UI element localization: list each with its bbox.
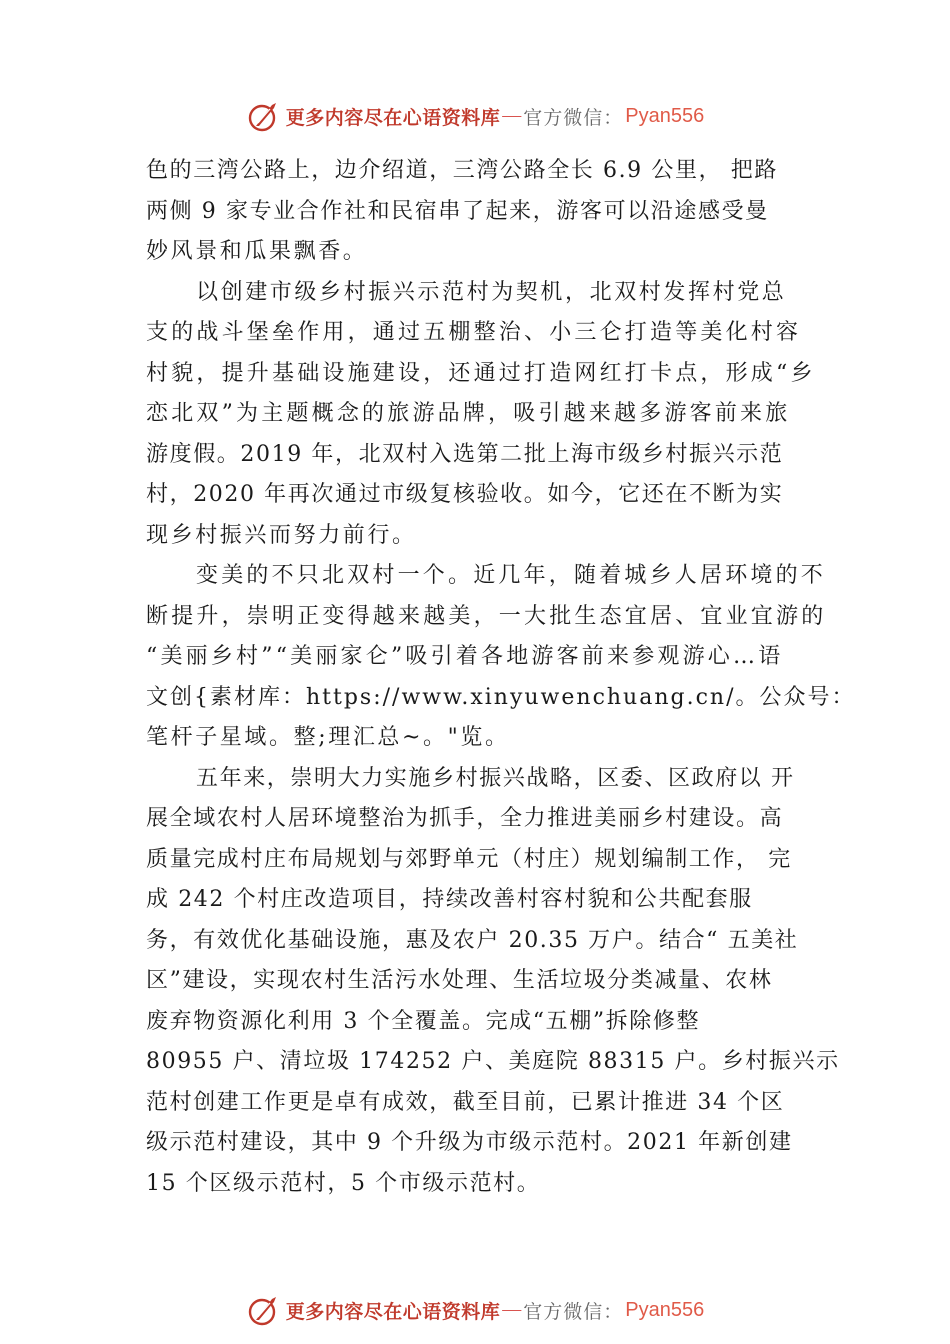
text-line: 游度假。2019 年，北双村入选第二批上海市级乡村振兴示范 — [146, 441, 784, 467]
text-line: 色的三湾公路上，边介绍道，三湾公路全长 6.9 公里， 把路 — [146, 158, 778, 183]
watermark-dash: — — [502, 1299, 522, 1320]
watermark-wechat-label: 官方微信： — [523, 106, 624, 129]
text-line: 两侧 9 家专业合作社和民宿串了起来，游客可以沿途感受曼 — [146, 198, 769, 224]
header-watermark — [0, 96, 950, 136]
text-line: 村，2020 年再次通过市级复核验收。如今，它还在不断为实 — [146, 482, 784, 507]
paragraph-start-line: 以创建市级乡村振兴示范村为契机，北双村发挥村党总 — [196, 279, 787, 305]
text-line: 笔杆子星域。整;理汇总~。"览。 — [146, 725, 510, 750]
watermark-wechat-label: 官方微信： — [523, 1300, 624, 1323]
text-line: 80955 户、清垃圾 174252 户、美庭院 88315 户。乡村振兴示 — [146, 1049, 840, 1074]
text-line: 断提升，崇明正变得越来越美，一大批生态宜居、宜业宜游的 — [146, 603, 827, 629]
quill-circle-icon — [246, 99, 282, 133]
paragraph-start-line: 五年来，崇明大力实施乡村振兴战略，区委、区政府以 开 — [196, 765, 795, 791]
text-line: 范村创建工作更是卓有成效，截至目前，已累计推进 34 个区 — [146, 1089, 785, 1115]
watermark-dash: — — [502, 105, 522, 126]
watermark-wechat-id: Pyan556 — [625, 104, 705, 127]
text-line: 质量完成村庄布局规划与郊野单元（村庄）规划编制工作， 完 — [146, 846, 792, 872]
text-line: 成 242 个村庄改造项目，持续改善村容村貌和公共配套服 — [146, 887, 753, 912]
text-line: 展全域农村人居环境整治为抓手，全力推进美丽乡村建设。高 — [146, 806, 784, 831]
text-line: “美丽乡村”“美丽家仑”吸引着各地游客前来参观游心…语 — [146, 644, 784, 669]
text-line: 级示范村建设，其中 9 个升级为市级示范村。2021 年新创建 — [146, 1130, 793, 1155]
text-line: 妙风景和瓜果飘香。 — [146, 239, 368, 264]
text-line: 支的战斗堡垒作用，通过五棚整治、小三仑打造等美化村容 — [146, 320, 802, 345]
quill-circle-icon — [246, 1293, 282, 1327]
text-line: 区”建设，实现农村生活污水处理、生活垃圾分类减量、农林 — [146, 968, 773, 993]
paragraph-start-line: 变美的不只北双村一个。近几年，随着城乡人居环境的不 — [196, 563, 827, 588]
watermark-wechat-id: Pyan556 — [625, 1298, 705, 1321]
text-line: 现乡村振兴而努力前行。 — [146, 522, 417, 548]
text-line: 文创{素材库：https://www.xinyuwenchuang.cn/。公众号： — [146, 684, 856, 710]
text-line: 15 个区级示范村，5 个市级示范村。 — [146, 1170, 541, 1196]
article-body — [146, 151, 856, 1204]
watermark-brand-text: 更多内容尽在心语资料库 — [285, 1300, 501, 1323]
text-line: 务，有效优化基础设施，惠及农户 20.35 万户。结合“ 五美社 — [146, 927, 799, 953]
footer-watermark — [0, 1290, 950, 1330]
watermark-brand-text: 更多内容尽在心语资料库 — [285, 106, 501, 129]
text-line: 村貌，提升基础设施建设，还通过打造网红打卡点，形成“乡 — [146, 360, 816, 386]
text-line: 恋北双”为主题概念的旅游品牌，吸引越来越多游客前来旅 — [146, 401, 791, 426]
text-line: 废弃物资源化利用 3 个全覆盖。完成“五棚”拆除修整 — [146, 1008, 701, 1034]
